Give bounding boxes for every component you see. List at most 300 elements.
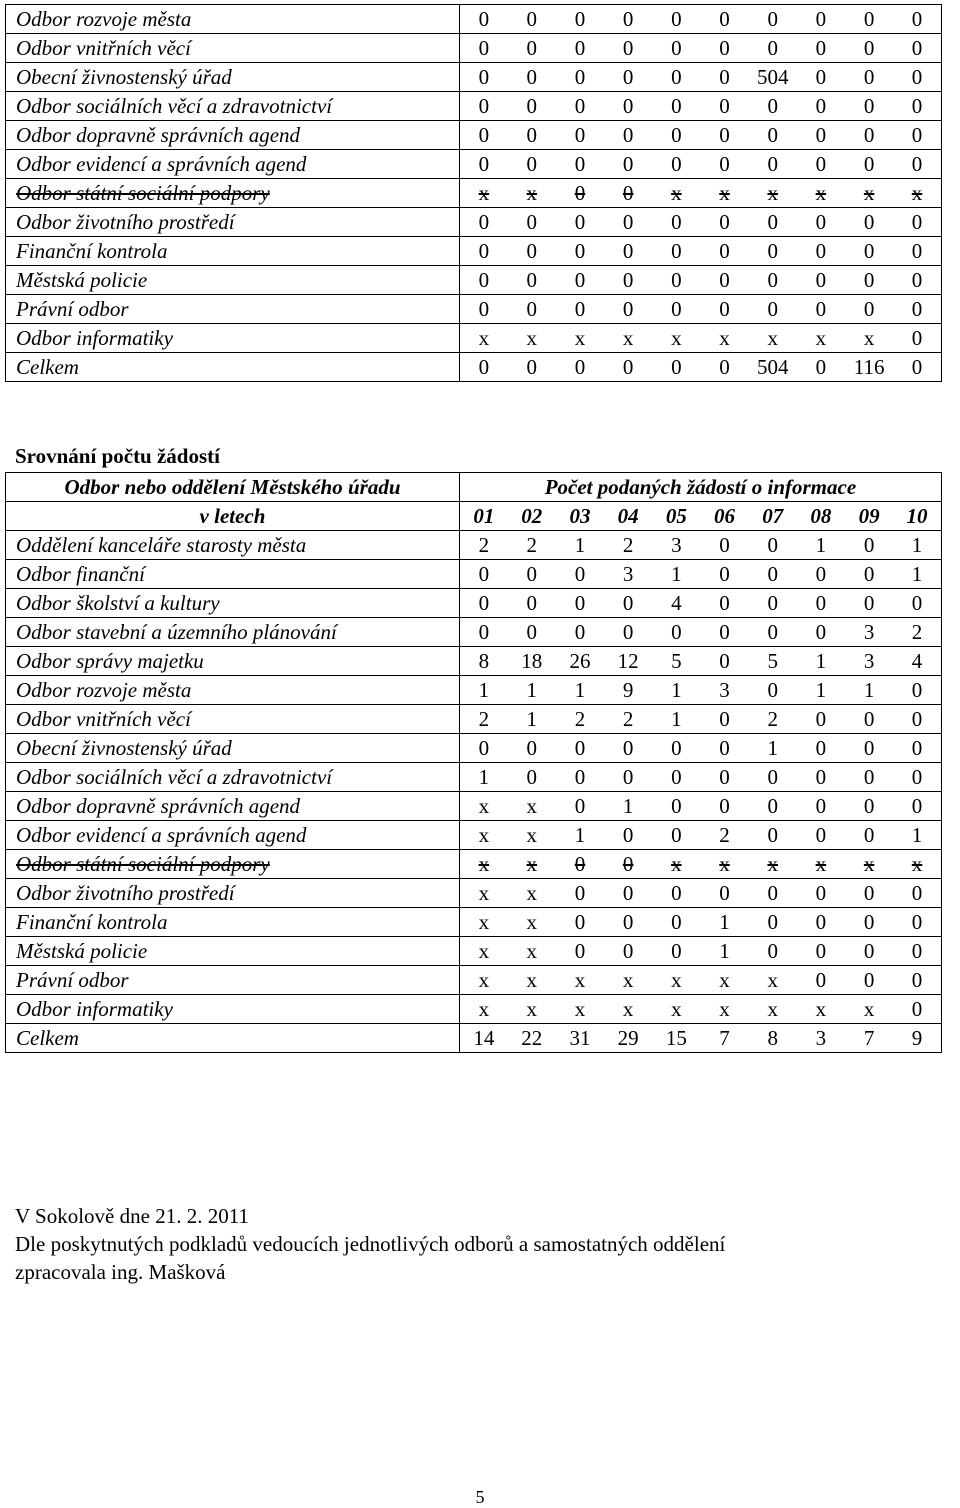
row-value [845, 705, 893, 734]
row-value-text: 0 [671, 823, 682, 847]
row-value-text: 0 [863, 65, 875, 89]
row-value [460, 179, 508, 208]
row-value-text: 0 [526, 239, 538, 263]
row-value-text: 1 [574, 823, 586, 847]
row-value [845, 908, 893, 937]
row-value-text: 0 [719, 94, 730, 118]
row-value [845, 792, 893, 821]
row-value [508, 734, 556, 763]
row-value-text: 0 [574, 910, 586, 934]
row-value [556, 850, 604, 879]
row-value [604, 792, 652, 821]
row-value [797, 821, 845, 850]
row-value-text: 0 [815, 268, 827, 292]
row-value [700, 295, 748, 324]
row-value [797, 937, 845, 966]
row-value [845, 1024, 893, 1053]
row-label-text: Odbor životního prostředí [16, 210, 235, 234]
row-label-text: Odbor dopravně správních agend [16, 794, 301, 818]
footer-author: zpracovala ing. Mašková [15, 1260, 226, 1284]
row-label [6, 879, 460, 908]
row-value-text: 4 [671, 591, 682, 615]
row-value [700, 937, 748, 966]
row-value-text: x [478, 852, 490, 876]
table-row [6, 353, 942, 382]
row-label-text: Celkem [16, 355, 79, 379]
row-value [508, 966, 556, 995]
row-value [652, 560, 700, 589]
row-value-text: x [863, 997, 875, 1021]
row-value-text: x [767, 968, 778, 992]
row-value-text: 0 [911, 152, 923, 176]
row-value-text: x [671, 997, 682, 1021]
row-value [749, 705, 797, 734]
row-value-text: 0 [671, 210, 682, 234]
row-value [556, 5, 604, 34]
row-value [460, 92, 508, 121]
row-value [845, 966, 893, 995]
row-value-text: 0 [574, 210, 586, 234]
row-value [845, 208, 893, 237]
row-value-text: 0 [767, 620, 778, 644]
row-value [556, 208, 604, 237]
row-value-text: 0 [622, 939, 634, 963]
row-value [797, 295, 845, 324]
row-value-text: x [526, 881, 538, 905]
row-label [6, 1024, 460, 1053]
table-row [6, 34, 942, 63]
row-value-text: x [574, 326, 586, 350]
row-value-text: 0 [622, 591, 634, 615]
row-value-text: 0 [574, 123, 586, 147]
row-value [700, 266, 748, 295]
row-value [460, 763, 508, 792]
row-value [508, 618, 556, 647]
header-year: 09 [845, 502, 893, 531]
table-row [6, 879, 942, 908]
row-value [460, 734, 508, 763]
row-value [700, 179, 748, 208]
row-value-text: 0 [911, 881, 923, 905]
row-value [749, 995, 797, 1024]
row-value [556, 618, 604, 647]
row-value [893, 121, 941, 150]
row-value-text: 0 [911, 707, 923, 731]
header-year: 05 [652, 502, 700, 531]
row-value [893, 63, 941, 92]
row-value-text: 116 [853, 355, 885, 379]
row-value-text: x [767, 852, 778, 876]
row-value-text: 0 [574, 562, 586, 586]
table-row [6, 734, 942, 763]
row-value [797, 63, 845, 92]
row-value-text: 1 [815, 649, 827, 673]
row-value [652, 676, 700, 705]
row-value [797, 92, 845, 121]
row-value-text: 0 [622, 736, 634, 760]
row-value [845, 92, 893, 121]
row-value-text: x [815, 326, 827, 350]
row-value-text: 1 [574, 533, 586, 557]
row-value [893, 560, 941, 589]
row-value-text: 0 [574, 152, 586, 176]
table-row [6, 63, 942, 92]
row-value [508, 531, 556, 560]
header-label-1: Odbor nebo oddělení Městského úřadu [6, 473, 460, 502]
row-value [604, 850, 652, 879]
row-value [749, 237, 797, 266]
header-year: 10 [893, 502, 941, 531]
row-value-text: x [863, 181, 875, 205]
row-value-text: 1 [622, 794, 634, 818]
row-value-text: 0 [911, 123, 923, 147]
row-label [6, 589, 460, 618]
row-value-text: 0 [719, 268, 730, 292]
row-label-text: Odbor vnitřních věcí [16, 707, 191, 731]
row-value-text: 0 [911, 910, 923, 934]
row-value [652, 995, 700, 1024]
row-value [893, 150, 941, 179]
row-value-text: 0 [815, 562, 827, 586]
row-value-text: 0 [574, 620, 586, 644]
row-value [700, 324, 748, 353]
row-value-text: 1 [911, 533, 923, 557]
row-value [797, 647, 845, 676]
header-row-years [6, 502, 942, 531]
row-value-text: 26 [569, 649, 591, 673]
row-value [604, 647, 652, 676]
row-value-text: 0 [863, 123, 875, 147]
row-value [508, 995, 556, 1024]
row-value-text: 2 [767, 707, 778, 731]
row-value [604, 324, 652, 353]
row-value [652, 34, 700, 63]
row-value-text: 0 [911, 297, 923, 321]
row-value-text: 0 [478, 355, 490, 379]
row-value [604, 150, 652, 179]
header-year: 04 [604, 502, 652, 531]
row-value-text: 0 [815, 620, 827, 644]
row-value [845, 63, 893, 92]
row-value [508, 266, 556, 295]
row-value [797, 34, 845, 63]
row-value-text: 0 [671, 268, 682, 292]
table-row [6, 995, 942, 1024]
row-value [508, 179, 556, 208]
row-value-text: x [815, 997, 827, 1021]
row-label [6, 995, 460, 1024]
row-value-text: 0 [622, 65, 634, 89]
row-value-text: 0 [478, 210, 490, 234]
table-1-body [6, 5, 942, 382]
row-value [556, 937, 604, 966]
row-value-text: 0 [767, 94, 778, 118]
row-value-text: 0 [622, 123, 634, 147]
row-value [460, 121, 508, 150]
row-value [749, 763, 797, 792]
row-value [508, 324, 556, 353]
row-value-text: 0 [622, 852, 634, 876]
row-value [460, 676, 508, 705]
row-value-text: x [526, 968, 538, 992]
row-value [893, 705, 941, 734]
row-value [508, 1024, 556, 1053]
header-year: 08 [797, 502, 845, 531]
row-value-text: 4 [911, 649, 923, 673]
row-label [6, 676, 460, 705]
row-value-text: 1 [671, 562, 682, 586]
row-value-text: x [671, 852, 682, 876]
row-value-text: 0 [671, 297, 682, 321]
row-value-text: 0 [574, 7, 586, 31]
row-value [893, 34, 941, 63]
table-row [6, 821, 942, 850]
row-value [845, 324, 893, 353]
row-value [556, 63, 604, 92]
row-value [652, 63, 700, 92]
row-value [556, 676, 604, 705]
row-label [6, 353, 460, 382]
table-1 [5, 4, 942, 382]
row-label-text: Odbor rozvoje města [16, 7, 192, 31]
row-value [749, 266, 797, 295]
row-value-text: 0 [863, 239, 875, 263]
row-value [460, 237, 508, 266]
row-value [893, 5, 941, 34]
row-value-text: 0 [478, 36, 490, 60]
row-value-text: 2 [478, 707, 490, 731]
row-value [845, 618, 893, 647]
row-value [508, 763, 556, 792]
row-value-text: 0 [911, 968, 923, 992]
row-value-text: 0 [719, 210, 730, 234]
row-value-text: x [863, 852, 875, 876]
row-value [460, 995, 508, 1024]
row-value-text: 0 [574, 591, 586, 615]
row-value-text: 0 [815, 736, 827, 760]
row-value-text: 0 [574, 765, 586, 789]
row-value-text: 1 [526, 707, 538, 731]
row-value-text: 0 [767, 910, 778, 934]
row-label-text: Právní odbor [16, 297, 129, 321]
row-value [652, 150, 700, 179]
header-year: 07 [749, 502, 797, 531]
row-value [700, 589, 748, 618]
row-value [652, 179, 700, 208]
table-row [6, 324, 942, 353]
row-value [508, 821, 556, 850]
row-value [508, 879, 556, 908]
row-value [749, 531, 797, 560]
row-value [893, 266, 941, 295]
row-value [893, 208, 941, 237]
row-value-text: 0 [574, 65, 586, 89]
row-value-text: 3 [719, 678, 730, 702]
row-value-text: 15 [665, 1026, 687, 1050]
header-year: 01 [460, 502, 508, 531]
row-value-text: 0 [719, 355, 730, 379]
row-value-text: 7 [719, 1026, 730, 1050]
row-value-text: 0 [526, 268, 538, 292]
row-value [749, 821, 797, 850]
row-value-text: 0 [815, 297, 827, 321]
row-label-text: Celkem [16, 1026, 79, 1050]
row-value [652, 734, 700, 763]
row-value [604, 179, 652, 208]
row-value-text: 0 [574, 852, 586, 876]
row-value [700, 34, 748, 63]
row-value-text: x [719, 968, 730, 992]
row-value [652, 208, 700, 237]
row-value-text: 9 [622, 678, 634, 702]
row-value [604, 937, 652, 966]
row-value-text: 2 [719, 823, 730, 847]
row-value-text: 0 [526, 297, 538, 321]
row-value-text: 0 [863, 7, 875, 31]
row-value-text: 0 [767, 239, 778, 263]
row-value [893, 353, 941, 382]
row-label-text: Odbor školství a kultury [16, 591, 220, 615]
row-value [845, 266, 893, 295]
row-value-text: 0 [863, 36, 875, 60]
row-value [652, 966, 700, 995]
row-value [893, 734, 941, 763]
row-value-text: 2 [911, 620, 923, 644]
row-value-text: 0 [719, 794, 730, 818]
row-value-text: 0 [478, 736, 490, 760]
row-value [556, 150, 604, 179]
row-value [797, 208, 845, 237]
footer-date: V Sokolově dne 21. 2. 2011 [15, 1204, 249, 1228]
row-value [556, 879, 604, 908]
row-value-text: 0 [719, 881, 730, 905]
row-value-text: x [526, 823, 538, 847]
row-value [460, 5, 508, 34]
row-value-text: 0 [863, 562, 875, 586]
table-row [6, 92, 942, 121]
row-value-text: x [671, 326, 682, 350]
row-value [508, 92, 556, 121]
row-value [749, 179, 797, 208]
footer-note: Dle poskytnutých podkladů vedoucích jednotlivých odborů a samostatných oddělení [15, 1232, 726, 1256]
row-value-text: 0 [863, 533, 875, 557]
row-value-text: 0 [526, 152, 538, 176]
table-2 [5, 472, 942, 1053]
row-value [460, 208, 508, 237]
table-row [6, 266, 942, 295]
row-value [893, 1024, 941, 1053]
row-value-text: 0 [911, 997, 923, 1021]
row-value-text: x [622, 968, 634, 992]
row-value [700, 821, 748, 850]
row-value [556, 179, 604, 208]
row-value [797, 1024, 845, 1053]
row-value [460, 295, 508, 324]
row-value-text: 0 [622, 7, 634, 31]
row-value-text: 0 [526, 94, 538, 118]
row-value-text: 0 [719, 591, 730, 615]
row-value-text: 1 [815, 533, 827, 557]
row-label [6, 208, 460, 237]
row-value [749, 208, 797, 237]
row-value [604, 908, 652, 937]
row-value [460, 937, 508, 966]
row-label [6, 937, 460, 966]
row-value-text: x [622, 326, 634, 350]
row-value-text: x [574, 968, 586, 992]
row-value-text: 0 [863, 152, 875, 176]
row-value [845, 676, 893, 705]
row-label-text: Právní odbor [16, 968, 129, 992]
row-value [508, 208, 556, 237]
row-value-text: 0 [863, 910, 875, 934]
table-row [6, 179, 942, 208]
row-value [604, 266, 652, 295]
row-value-text: 0 [574, 94, 586, 118]
row-value [604, 995, 652, 1024]
row-value-text: 0 [526, 210, 538, 234]
row-value-text: 0 [526, 620, 538, 644]
row-value-text: x [478, 794, 490, 818]
row-value-text: 1 [526, 678, 538, 702]
row-value-text: 0 [767, 36, 778, 60]
row-label [6, 121, 460, 150]
row-value-text: 8 [767, 1026, 778, 1050]
row-value-text: 2 [526, 533, 538, 557]
table-row [6, 295, 942, 324]
row-value-text: 0 [815, 939, 827, 963]
row-value-text: 0 [478, 591, 490, 615]
row-value-text: 0 [671, 65, 682, 89]
row-value [700, 908, 748, 937]
row-value-text: 0 [863, 968, 875, 992]
row-value-text: 0 [478, 7, 490, 31]
row-value-text: 0 [863, 794, 875, 818]
row-value-text: 2 [478, 533, 490, 557]
row-label [6, 531, 460, 560]
row-value [556, 560, 604, 589]
row-value-text: 0 [671, 152, 682, 176]
row-value-text: 3 [815, 1026, 827, 1050]
row-value-text: x [719, 997, 730, 1021]
row-value [797, 531, 845, 560]
row-value [652, 618, 700, 647]
row-value-text: 0 [671, 881, 682, 905]
row-value-text: 0 [767, 591, 778, 615]
row-value [797, 734, 845, 763]
row-label [6, 237, 460, 266]
row-value [845, 850, 893, 879]
row-value-text: x [911, 181, 923, 205]
row-value-text: 0 [622, 297, 634, 321]
row-value-text: 0 [767, 297, 778, 321]
row-value [797, 763, 845, 792]
row-value-text: 0 [671, 355, 682, 379]
row-value [700, 676, 748, 705]
row-label-text: Odbor správy majetku [16, 649, 204, 673]
row-value [749, 647, 797, 676]
row-value [508, 560, 556, 589]
section-title: Srovnání počtu žádostí [15, 444, 220, 468]
row-value [652, 353, 700, 382]
row-value-text: x [526, 181, 538, 205]
row-value-text: 1 [911, 823, 923, 847]
row-value [893, 966, 941, 995]
row-value-text: 0 [574, 297, 586, 321]
row-value-text: 0 [526, 591, 538, 615]
row-value [797, 792, 845, 821]
row-value-text: 0 [815, 765, 827, 789]
